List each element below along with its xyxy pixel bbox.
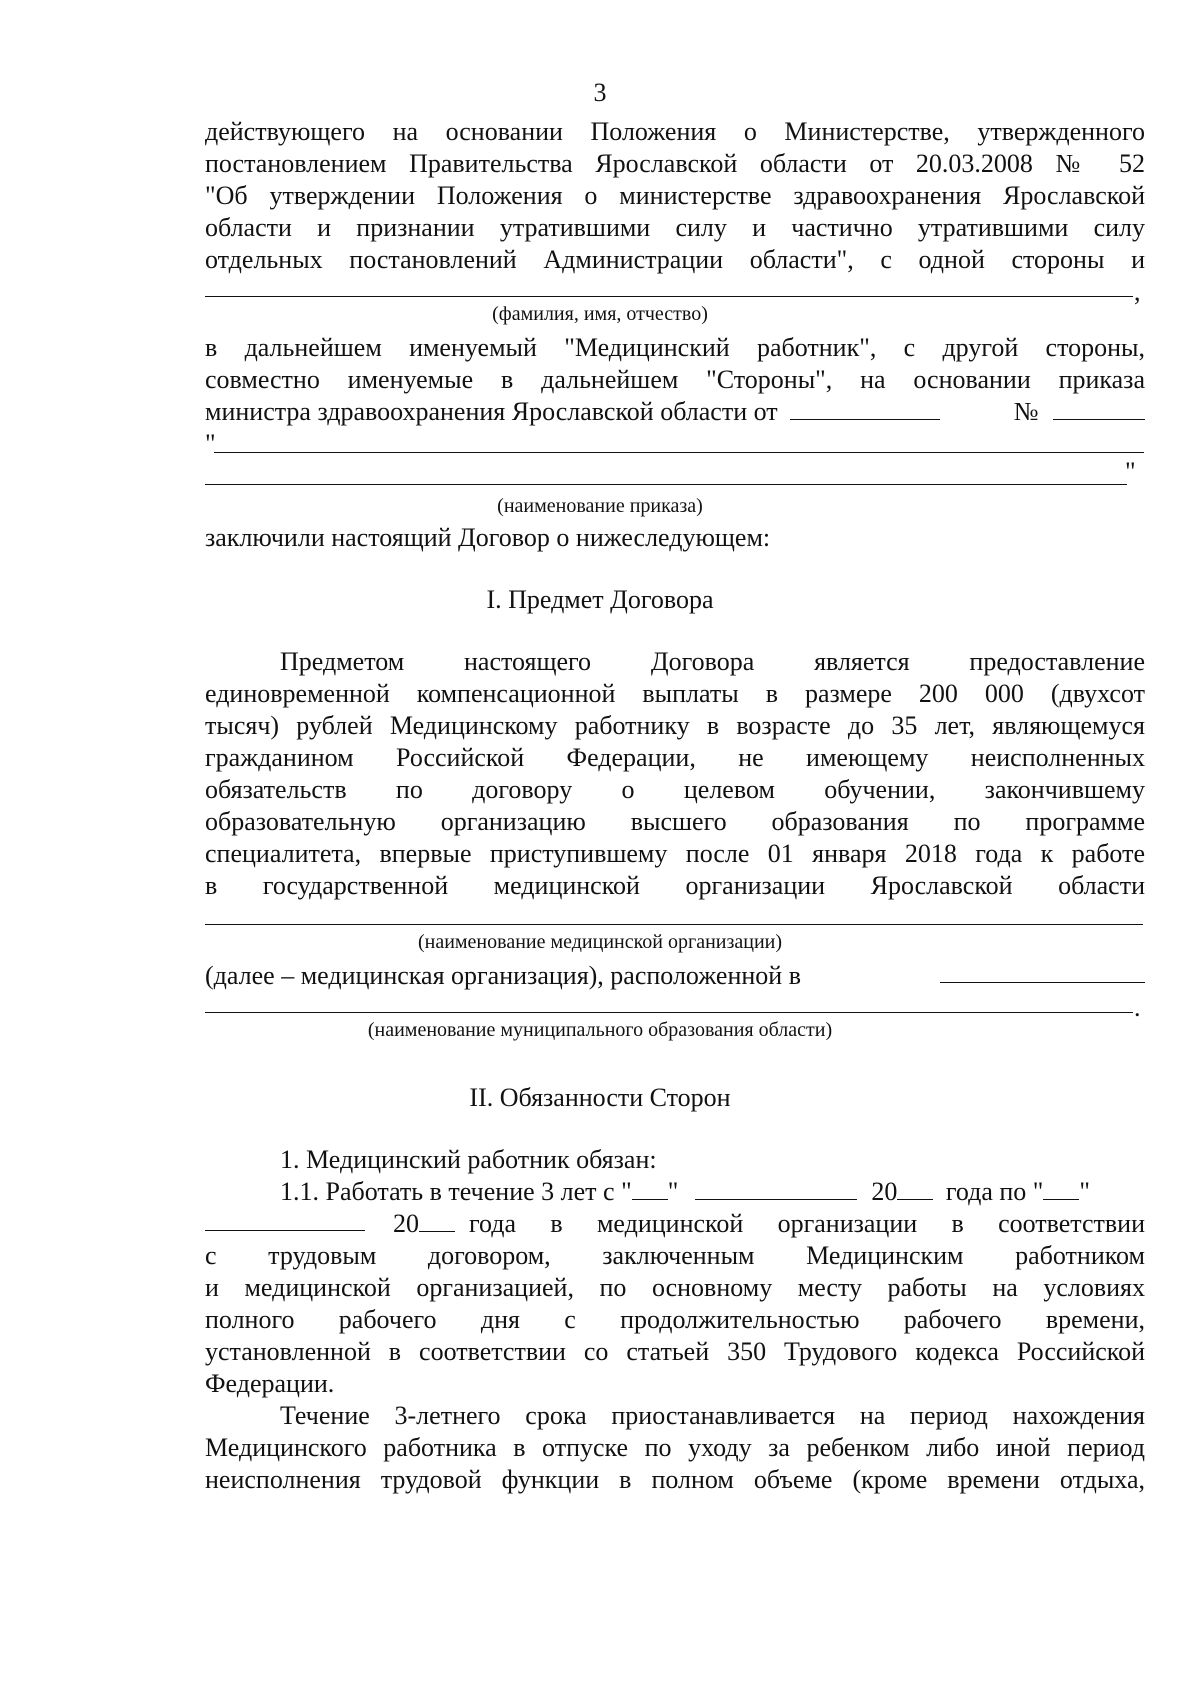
- duty-line: и медицинской организацией, по основному месту работы на условиях: [205, 1273, 1145, 1302]
- located-text: (далее – медицинская организация), расположенной в: [205, 961, 801, 990]
- duty-text: года в медицинской организации в соответствии: [469, 1209, 1145, 1238]
- page-number: 3: [593, 78, 607, 107]
- intro-line: действующего на основании Положения о Министерстве, утвержденного: [205, 117, 1145, 146]
- order-name-blank-line: [214, 452, 1144, 453]
- duty-text: 1.1. Работать в течение 3 лет с ": [280, 1177, 632, 1206]
- location-blank: [940, 960, 1145, 983]
- med-org-blank-line: [205, 924, 1143, 925]
- suspension-line: неисполнения трудовой функции в полном объеме (кроме времени отдыха,: [205, 1465, 1145, 1494]
- month-blank: [695, 1177, 857, 1200]
- section-title: II. Обязанности Сторон: [469, 1083, 731, 1112]
- month-blank: [205, 1208, 365, 1231]
- caption-order: (наименование приказа): [497, 495, 703, 517]
- section1-line: обязательств по договору о целевом обучении, закончившему: [205, 775, 1145, 804]
- duty-line: с трудовым договором, заключенным Медицинским работником: [205, 1241, 1145, 1270]
- caption-municipality: (наименование муниципального образования области): [367, 1019, 833, 1041]
- intro-line: постановлением Правительства Ярославской области от 20.03.2008 № 52: [205, 149, 1145, 178]
- duty-1-1-line: [280, 1176, 1145, 1208]
- intro-line: области и признании утратившими силу и частично утратившими силу: [205, 213, 1145, 242]
- open-quote: ": [205, 429, 216, 458]
- intro-line: "Об утверждении Положения о министерстве здравоохранения Ярославской: [205, 181, 1145, 210]
- close-quote: ": [1125, 457, 1136, 486]
- period: .: [1134, 993, 1141, 1022]
- section1-line: образовательную организацию высшего образования по программе: [205, 807, 1145, 836]
- section1-line: Предметом настоящего Договора является предоставление: [280, 647, 1145, 676]
- fio-blank-line: [205, 296, 1133, 297]
- minister-text: министра здравоохранения Ярославской области от: [205, 397, 778, 426]
- suspension-line: Течение 3-летнего срока приостанавливается на период нахождения: [280, 1401, 1145, 1430]
- minister-line: [205, 396, 1145, 428]
- section1-line: тысяч) рублей Медицинскому работнику в возрасте до 35 лет, являющемуся: [205, 711, 1145, 740]
- section1-line: гражданином Российской Федерации, не имеющему неисполненных: [205, 743, 1145, 772]
- year-blank: [419, 1209, 455, 1232]
- municipality-blank-line: [205, 1012, 1133, 1013]
- caption-fio: (фамилия, имя, отчество): [492, 303, 708, 325]
- duty-text: ": [1079, 1177, 1091, 1206]
- section1-line: единовременной компенсационной выплаты в размере 200 000 (двухсот: [205, 679, 1145, 708]
- order-name-blank-line: [205, 484, 1127, 485]
- section1-line: специалитета, впервые приступившему после 01 января 2018 года к работе: [205, 839, 1145, 868]
- caption-med-org: (наименование медицинской организации): [417, 931, 783, 953]
- duty-line: установленной в соответствии со статьей 350 Трудового кодекса Российской: [205, 1337, 1145, 1366]
- comma: ,: [1134, 277, 1141, 306]
- duty-heading: 1. Медицинский работник обязан:: [280, 1145, 657, 1174]
- intro-line: отдельных постановлений Администрации области", с одной стороны и: [205, 245, 1145, 274]
- party-line: в дальнейшем именуемый "Медицинский работник", с другой стороны,: [205, 333, 1145, 362]
- year-blank: [897, 1177, 933, 1200]
- duty-line: Федерации.: [205, 1369, 335, 1398]
- suspension-line: Медицинского работника в отпуске по уходу за ребенком либо иной период: [205, 1433, 1145, 1462]
- located-line: [205, 960, 1145, 992]
- duty-line: полного рабочего дня с продолжительностью рабочего времени,: [205, 1305, 1145, 1334]
- concluded-line: заключили настоящий Договор о нижеследующем:: [205, 523, 771, 552]
- duty-year-prefix: 20: [393, 1209, 419, 1238]
- day-blank: [632, 1177, 668, 1200]
- order-date-blank: [790, 397, 940, 420]
- section-title: I. Предмет Договора: [486, 585, 714, 614]
- section1-line: в государственной медицинской организации Ярославской области: [205, 871, 1145, 900]
- duty-text: года по ": [945, 1177, 1044, 1206]
- order-number-blank: [1053, 397, 1145, 420]
- day-blank: [1043, 1177, 1079, 1200]
- duty-text: ": [667, 1177, 679, 1206]
- number-sign: №: [1013, 397, 1039, 426]
- duty-1-1-line2: [205, 1208, 1145, 1240]
- duty-year-prefix: 20: [871, 1177, 898, 1206]
- party-line: совместно именуемые в дальнейшем "Стороны", на основании приказа: [205, 365, 1145, 394]
